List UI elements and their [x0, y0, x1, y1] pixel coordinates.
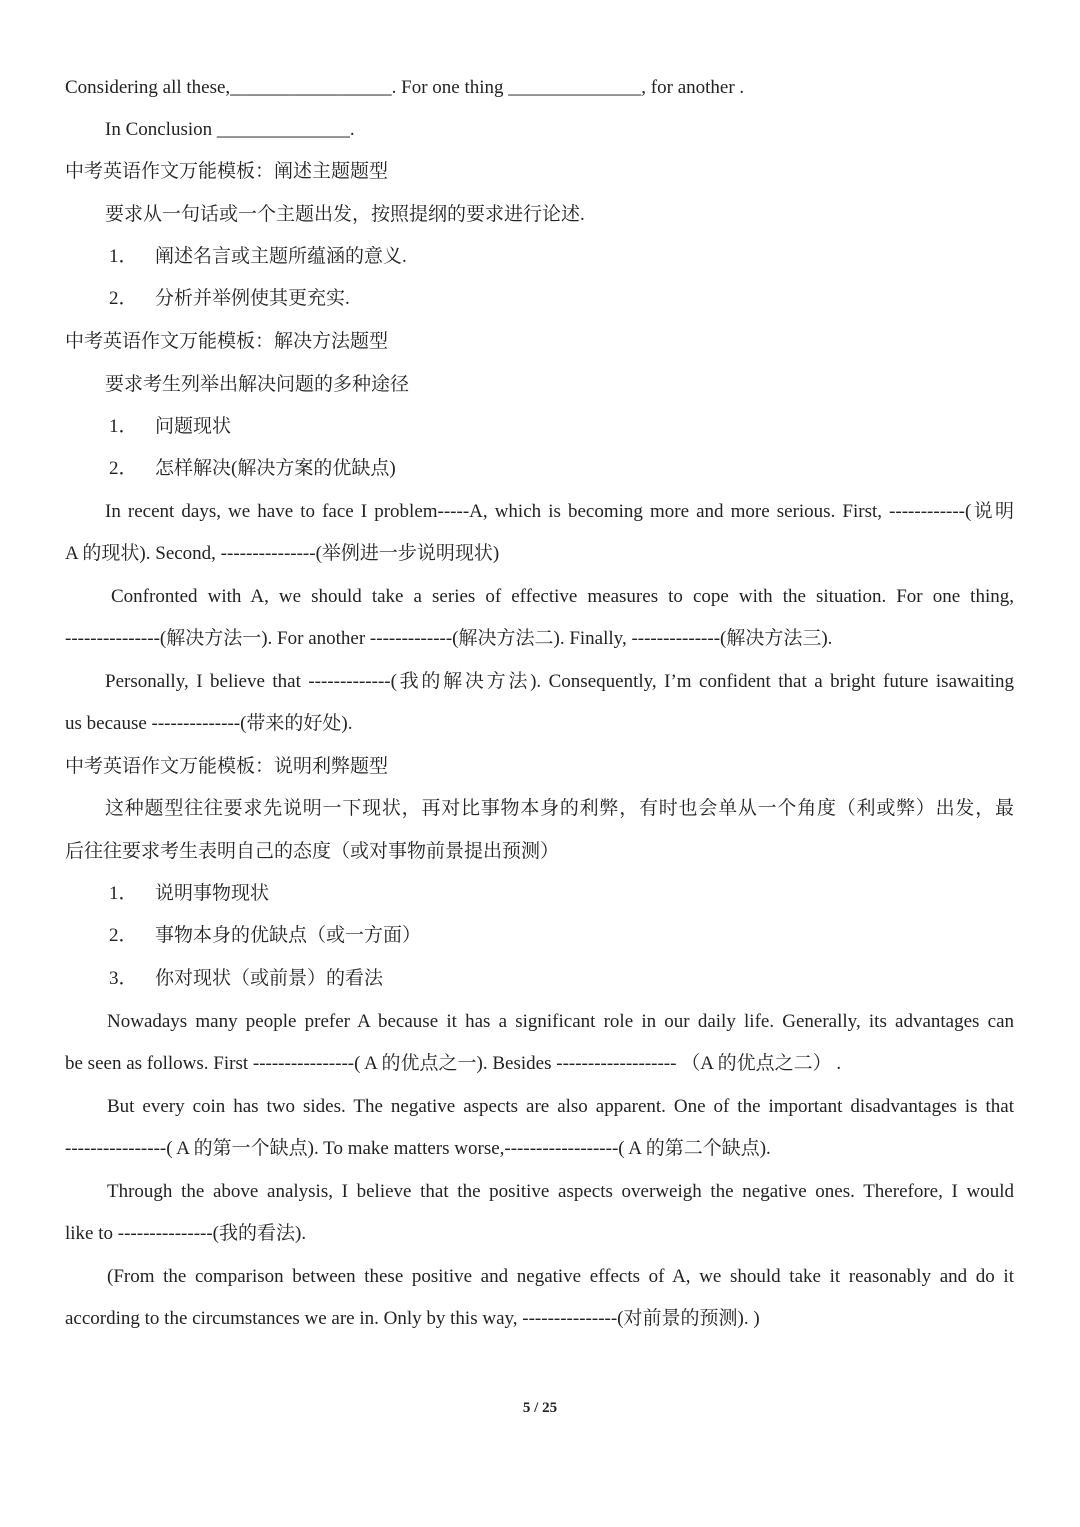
paragraph-line: us because --------------(带来的好处).	[65, 713, 353, 734]
list-number: 1．	[109, 416, 138, 437]
paragraph-line: Confronted with A, we should take a series of effective measures to cope with the situation. For one thing,	[111, 586, 1014, 607]
list-item-text: 怎样解决(解决方案的优缺点)	[155, 458, 396, 479]
list-item-text: 阐述名言或主题所蕴涵的意义.	[155, 246, 407, 267]
paragraph-line: 要求考生列举出解决问题的多种途径	[105, 374, 410, 395]
list-item	[105, 457, 1014, 481]
paragraph-line: Personally, I believe that -------------(我的解决方法). Consequently, I’m confident that a bright future isawaiting	[105, 671, 1014, 692]
page-number: 5 / 25	[522, 1400, 558, 1416]
list-item	[105, 245, 1014, 269]
paragraph-line: A 的现状). Second, ---------------(举例进一步说明现状)	[65, 543, 500, 564]
paragraph-line: In recent days, we have to face I problem-----A, which is becoming more and more serious. First, ------------(说明	[105, 501, 1014, 522]
section-heading: 中考英语作文万能模板：解决方法题型	[65, 331, 389, 352]
list-number: 1．	[109, 883, 138, 904]
list-item-text: 问题现状	[155, 416, 232, 437]
list-item-text: 事物本身的优缺点（或一方面）	[155, 925, 422, 946]
list-item	[105, 967, 1014, 991]
paragraph-line: 后往往要求考生表明自己的态度（或对事物前景提出预测）	[65, 841, 560, 862]
paragraph-line: (From the comparison between these positive and negative effects of A, we should take it reasonably and do it	[107, 1266, 1014, 1287]
paragraph-line: 这种题型往往要求先说明一下现状，再对比事物本身的利弊，有时也会单从一个角度（利或弊）出发，最	[105, 798, 1014, 819]
list-number: 1．	[109, 246, 138, 267]
paragraph-line: In Conclusion ______________.	[105, 119, 355, 140]
list-number: 2．	[109, 458, 138, 479]
section-heading: 中考英语作文万能模板：说明利弊题型	[65, 756, 389, 777]
list-item-text: 你对现状（或前景）的看法	[155, 968, 384, 989]
list-number: 2．	[109, 925, 138, 946]
list-number: 3．	[109, 968, 138, 989]
list-item-text: 说明事物现状	[155, 883, 270, 904]
paragraph-line: Considering all these,_________________. For one thing ______________, for another .	[65, 77, 745, 98]
list-number: 2．	[109, 288, 138, 309]
list-item-text: 分析并举例使其更充实.	[155, 288, 350, 309]
list-item	[105, 882, 1014, 906]
paragraph-line: ---------------(解决方法一). For another -------------(解决方法二). Finally, --------------(解决方法三).	[65, 628, 833, 649]
paragraph-line: be seen as follows. First ----------------( A 的优点之一). Besides ------------------- （A 的优点之二） .	[65, 1053, 842, 1074]
paragraph-line: Through the above analysis, I believe that the positive aspects overweigh the negative ones. Therefore, I would	[107, 1181, 1014, 1202]
paragraph-line: according to the circumstances we are in. Only by this way, ---------------(对前景的预测). )	[65, 1308, 760, 1329]
paragraph-line: But every coin has two sides. The negative aspects are also apparent. One of the important disadvantages is that	[107, 1096, 1014, 1117]
list-item	[105, 924, 1014, 948]
list-item	[105, 287, 1014, 311]
section-heading: 中考英语作文万能模板：阐述主题题型	[65, 161, 389, 182]
list-item	[105, 415, 1014, 439]
paragraph-line: ----------------( A 的第一个缺点). To make matters worse,------------------( A 的第二个缺点).	[65, 1138, 771, 1159]
paragraph-line: like to ---------------(我的看法).	[65, 1223, 307, 1244]
paragraph-line: Nowadays many people prefer A because it has a significant role in our daily life. Generally, its advantages can	[107, 1011, 1014, 1032]
paragraph-line: 要求从一句话或一个主题出发，按照提纲的要求进行论述.	[105, 204, 585, 225]
